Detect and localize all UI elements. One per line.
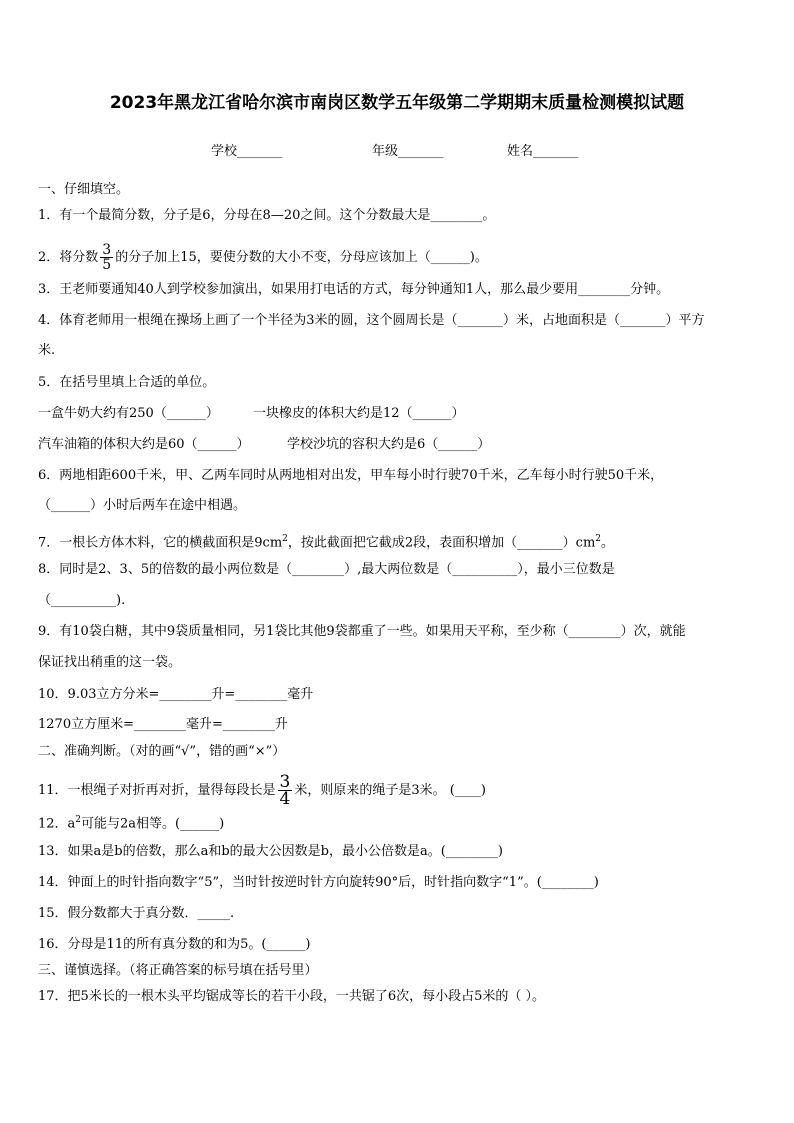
question-8-line-2: （__________).	[38, 593, 126, 608]
fraction-numerator: 3	[279, 772, 291, 792]
question-12	[38, 811, 224, 833]
question-2-text-before: 2．将分数	[38, 250, 99, 265]
question-16: 16．分母是11的所有真分数的和为5。(______)	[38, 937, 311, 952]
question-11-text-before: 11．一根绳子对折再对折，量得每段长是	[38, 783, 276, 798]
question-6-line-2: （______）小时后两车在途中相遇。	[38, 498, 247, 513]
question-4-line-2: 米.	[38, 343, 56, 358]
question-13: 13．如果a是b的倍数，那么a和b的最大公因数是b，最小公倍数是a。(________)	[38, 844, 503, 859]
fraction-3-4	[278, 774, 293, 807]
question-17: 17．把5米长的一根木头平均锯成等长的若干小段，一共锯了6次，每小段占5米的（ ）。	[38, 989, 545, 1004]
question-7-text-after: ，按此截面把它截成2段，表面积增加（_______）cm	[287, 535, 596, 551]
superscript: 2	[75, 815, 82, 825]
question-5: 5．在括号里填上合适的单位。	[38, 375, 216, 390]
superscript: 2	[595, 534, 602, 544]
fraction-denominator: 5	[102, 257, 112, 273]
question-5d: 学校沙坑的容积大约是6（______）	[287, 437, 491, 452]
superscript: 2	[282, 534, 288, 544]
grade-field: 年级_______	[372, 144, 444, 159]
question-5a: 一盒牛奶大约有250（______）	[38, 406, 219, 421]
question-11	[38, 774, 486, 807]
section-heading-choice: 三、谨慎选择。（将正确答案的标号填在括号里）	[38, 963, 318, 978]
question-3: 3．王老师要通知40人到学校参加演出，如果用打电话的方式，每分钟通知1人，那么最少要用________分钟。	[38, 282, 670, 297]
name-field: 姓名_______	[507, 144, 579, 159]
fraction-denominator: 4	[279, 789, 291, 809]
section-heading-fill: 一、仔细填空。	[38, 182, 130, 197]
school-field: 学校_______	[211, 144, 283, 159]
question-12-text-before: 12．a	[38, 816, 76, 832]
fraction-numerator: 3	[102, 242, 112, 258]
question-8-line-1: 8．同时是2、3、5的倍数的最小两位数是（________）,最大两位数是（__________），最小三位数是	[38, 562, 615, 577]
question-5b: 一块橡皮的体积大约是12（______）	[253, 406, 465, 421]
section-heading-judge: 二、准确判断。（对的画“√”，错的画“×”）	[38, 744, 286, 759]
question-1: 1．有一个最简分数，分子是6，分母在8—20之间。这个分数最大是________。	[38, 208, 496, 223]
question-2	[38, 243, 488, 272]
question-12-text-after: 可能与2a相等。(______)	[81, 816, 225, 832]
question-9-line-2: 保证找出稍重的这一袋。	[38, 655, 182, 670]
question-15: 15．假分数都大于真分数．_____.	[38, 906, 235, 921]
question-11-text-after: 米，则原来的绳子是3米。 (____)	[294, 783, 486, 798]
question-9-line-1: 9．有10袋白糖，其中9袋质量相同，另1袋比其他9袋都重了一些。如果用天平称，至少称（________）次，就能	[38, 624, 686, 639]
question-7	[38, 530, 614, 552]
question-7-text-before: 7．一根长方体木料，它的横截面积是9cm	[38, 535, 283, 551]
question-7-text-end: 。	[601, 535, 615, 551]
question-5c: 汽车油箱的体积大约是60（______）	[38, 437, 250, 452]
fraction-3-5	[100, 243, 113, 272]
question-6-line-1: 6．两地相距600千米，甲、乙两车同时从两地相对出发，甲车每小时行驶70千米，乙车每小时行驶50千米，	[38, 468, 664, 483]
question-4-line-1: 4．体育老师用一根绳在操场上画了一个半径为3米的圆，这个圆周长是（_______）米，占地面积是（_______）平方	[38, 313, 705, 328]
question-10-line-1: 10．9.03立方分米=________升=________毫升	[38, 687, 314, 702]
question-14: 14．钟面上的时针指向数字“5”，当时针按逆时针方向旋转90°后，时针指向数字“1”。(________)	[38, 875, 599, 890]
question-2-text-after: 的分子加上15，要使分数的大小不变，分母应该加上（______)。	[115, 250, 488, 265]
page-title: 2023年黑龙江省哈尔滨市南岗区数学五年级第二学期期末质量检测模拟试题	[109, 93, 685, 113]
question-10-line-2: 1270立方厘米=________毫升=________升	[38, 717, 288, 732]
